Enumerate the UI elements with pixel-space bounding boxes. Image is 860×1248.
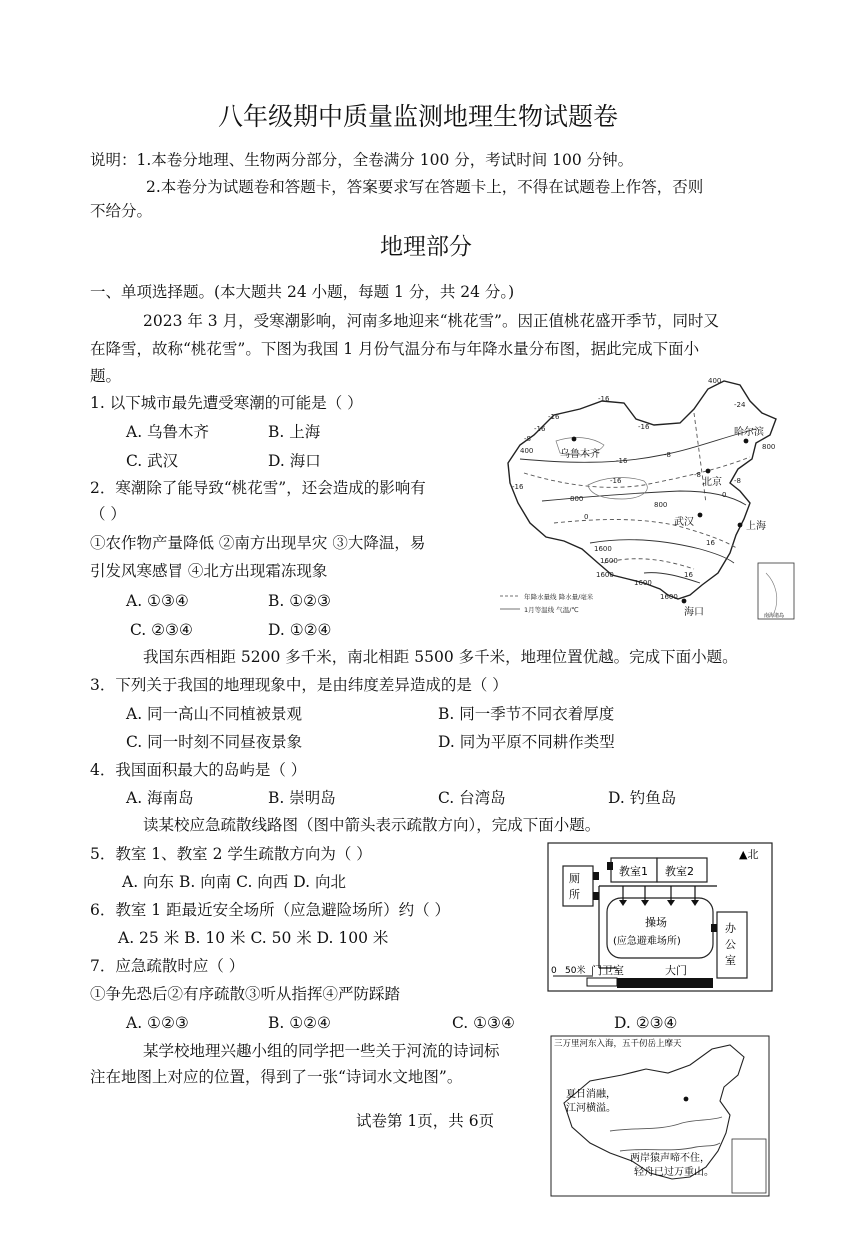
map1-city-urumqi: 乌鲁木齐 bbox=[560, 449, 600, 460]
q2-items-2: 引发风寒感冒 ④北方出现霜冻现象 bbox=[90, 562, 328, 580]
toilet-label-1: 厕 bbox=[569, 872, 580, 885]
note-line-2: 2.本卷分为试题卷和答题卡，答案要求写在答题卡上，不得在试题卷上作答，否则 bbox=[146, 178, 704, 196]
q2-option-a: A. ①③④ bbox=[126, 592, 189, 610]
map1-value: -16 bbox=[638, 423, 650, 431]
q3-option-b: B. 同一季节不同衣着厚度 bbox=[438, 705, 615, 723]
q1-option-b: B. 上海 bbox=[268, 423, 321, 441]
map1-value: -16 bbox=[610, 477, 622, 485]
map1-value: 800 bbox=[762, 443, 776, 451]
map1-value: -8 bbox=[694, 471, 701, 479]
exam-title: 八年级期中质量监测地理生物试题卷 bbox=[218, 102, 619, 131]
map1-value: 400 bbox=[520, 447, 534, 455]
north-arrow-icon: ▲北 bbox=[739, 848, 759, 861]
q2-option-d: D. ①②④ bbox=[268, 621, 332, 639]
q3-option-d: D. 同为平原不同耕作类型 bbox=[438, 733, 615, 751]
section-title: 地理部分 bbox=[380, 234, 472, 260]
intro3: 读某校应急疏散线路图（图中箭头表示疏散方向），完成下面小题。 bbox=[143, 816, 601, 834]
poem-1: 三万里河东入海，五千仞岳上摩天 bbox=[554, 1039, 682, 1049]
office-label-2: 公 bbox=[725, 938, 736, 951]
intro1-line-3: 题。 bbox=[90, 367, 122, 385]
q1-option-a: A. 乌鲁木齐 bbox=[126, 423, 210, 441]
poem-3a: 两岸猿声啼不住， bbox=[630, 1153, 710, 1164]
playground-label: 操场 bbox=[645, 916, 667, 929]
poem-3b: 轻舟已过万重山。 bbox=[634, 1167, 714, 1178]
part1-header: 一、单项选择题。(本大题共 24 小题，每题 1 分，共 24 分。) bbox=[90, 283, 515, 301]
q7-option-a: A. ①②③ bbox=[126, 1014, 189, 1032]
map1-value: -16 bbox=[616, 457, 628, 465]
q4-option-d: D. 钓鱼岛 bbox=[608, 789, 677, 807]
map1-value: -8 bbox=[734, 477, 741, 485]
q2-stem-2: （ ） bbox=[90, 505, 126, 523]
q7-option-c: C. ①③④ bbox=[452, 1014, 515, 1032]
map1-city-harbin: 哈尔滨 bbox=[734, 427, 764, 438]
q6-stem: 6．教室 1 距最近安全场所（应急避险场所）约（ ） bbox=[90, 901, 451, 919]
map1-city-beijing: 北京 bbox=[702, 477, 722, 488]
guard-room-label: 门卫室 bbox=[591, 964, 624, 977]
classroom-1-label: 教室1 bbox=[619, 865, 648, 878]
map1-value: 1600 bbox=[600, 557, 618, 565]
map1-value: 400 bbox=[708, 377, 722, 385]
q1-stem: 1. 以下城市最先遭受寒潮的可能是（ ） bbox=[90, 394, 363, 412]
map1-value: -8 bbox=[664, 451, 671, 459]
intro2: 我国东西相距 5200 多千米，南北相距 5500 多千米，地理位置优越。完成下面小题。 bbox=[143, 648, 738, 666]
office-label-3: 室 bbox=[725, 954, 736, 967]
china-climate-map bbox=[494, 373, 796, 623]
map1-legend-temp: 1月等温线 气温/℃ bbox=[524, 606, 579, 614]
gate-label: 大门 bbox=[665, 964, 687, 977]
q7-items: ①争先恐后②有序疏散③听从指挥④严防踩踏 bbox=[90, 985, 401, 1003]
map1-city-wuhan: 武汉 bbox=[674, 517, 694, 528]
q3-option-c: C. 同一时刻不同昼夜景象 bbox=[126, 733, 303, 751]
q2-option-c: C. ②③④ bbox=[130, 621, 193, 639]
q2-option-b: B. ①②③ bbox=[268, 592, 331, 610]
q7-option-b: B. ①②④ bbox=[268, 1014, 331, 1032]
q4-option-a: A. 海南岛 bbox=[126, 789, 194, 807]
office-label-1: 办 bbox=[725, 922, 736, 935]
map1-value: 0 bbox=[584, 513, 589, 521]
intro1-line-1: 2023 年 3 月，受寒潮影响，河南多地迎来“桃花雪”。因正值桃花盛开季节，同时又 bbox=[143, 312, 719, 330]
map1-inset-label: 南海诸岛 bbox=[764, 613, 785, 619]
map1-value: 1600 bbox=[634, 579, 652, 587]
map1-value: 0 bbox=[722, 491, 727, 499]
shelter-label: (应急避难场所) bbox=[613, 936, 681, 947]
map1-value: 1600 bbox=[594, 545, 612, 553]
map1-value: -16 bbox=[548, 413, 560, 421]
poem-2b: 江河横溢。 bbox=[566, 1103, 616, 1114]
toilet-label-2: 所 bbox=[569, 888, 580, 901]
intro4-line-2: 注在地图上对应的位置，得到了一张“诗词水文地图”。 bbox=[90, 1068, 463, 1086]
map1-city-haikou: 海口 bbox=[684, 607, 704, 618]
scale-distance: 50米 bbox=[565, 966, 586, 976]
intro1-line-2: 在降雪，故称“桃花雪”。下图为我国 1 月份气温分布与年降水量分布图，据此完成下面小 bbox=[90, 340, 700, 358]
page-footer: 试卷第 1页，共 6页 bbox=[356, 1112, 495, 1130]
q5-stem: 5．教室 1、教室 2 学生疏散方向为（ ） bbox=[90, 845, 372, 863]
q3-stem: 3．下列关于我国的地理现象中，是由纬度差异造成的是（ ） bbox=[90, 676, 508, 694]
q7-option-d: D. ②③④ bbox=[614, 1014, 678, 1032]
poem-2a: 夏日消融， bbox=[566, 1089, 616, 1100]
classroom-2-label: 教室2 bbox=[665, 865, 694, 878]
q4-stem: 4．我国面积最大的岛屿是（ ） bbox=[90, 761, 307, 779]
q7-stem: 7．应急疏散时应（ ） bbox=[90, 957, 245, 975]
note-line-3: 不给分。 bbox=[90, 202, 153, 220]
map1-legend-precip: 年降水量线 降水量/毫米 bbox=[524, 593, 594, 601]
map1-value: 1600 bbox=[596, 571, 614, 579]
q4-option-c: C. 台湾岛 bbox=[438, 789, 506, 807]
map1-value: 16 bbox=[706, 539, 715, 547]
q3-option-a: A. 同一高山不同植被景观 bbox=[126, 705, 303, 723]
q2-stem-1: 2．寒潮除了能导致“桃花雪”，还会造成的影响有 bbox=[90, 479, 426, 497]
map1-value: 800 bbox=[654, 501, 668, 509]
map1-value: -16 bbox=[512, 483, 524, 491]
map1-value: -16 bbox=[534, 425, 546, 433]
map1-value: 1600 bbox=[660, 593, 678, 601]
intro4-line-1: 某学校地理兴趣小组的同学把一些关于河流的诗词标 bbox=[143, 1042, 500, 1060]
q6-options: A. 25 米 B. 10 米 C. 50 米 D. 100 米 bbox=[118, 929, 389, 947]
map1-city-shanghai: 上海 bbox=[746, 521, 766, 532]
q5-options: A. 向东 B. 向南 C. 向西 D. 向北 bbox=[122, 873, 346, 891]
map1-value: 16 bbox=[684, 571, 693, 579]
q4-option-b: B. 崇明岛 bbox=[268, 789, 336, 807]
q1-option-d: D. 海口 bbox=[268, 452, 321, 470]
poetry-hydrology-map bbox=[550, 1035, 770, 1197]
scale-zero: 0 bbox=[551, 966, 557, 976]
map1-value: 800 bbox=[570, 495, 584, 503]
map1-value: -8 bbox=[524, 435, 531, 443]
q1-option-c: C. 武汉 bbox=[126, 452, 179, 470]
map1-value: -16 bbox=[598, 395, 610, 403]
evacuation-route-map bbox=[547, 842, 773, 992]
note-line-1: 说明：1.本卷分地理、生物两分部分，全卷满分 100 分，考试时间 100 分钟。 bbox=[90, 151, 634, 169]
q2-items-1: ①农作物产量降低 ②南方出现旱灾 ③大降温，易 bbox=[90, 534, 426, 552]
map1-value: -24 bbox=[734, 401, 746, 409]
